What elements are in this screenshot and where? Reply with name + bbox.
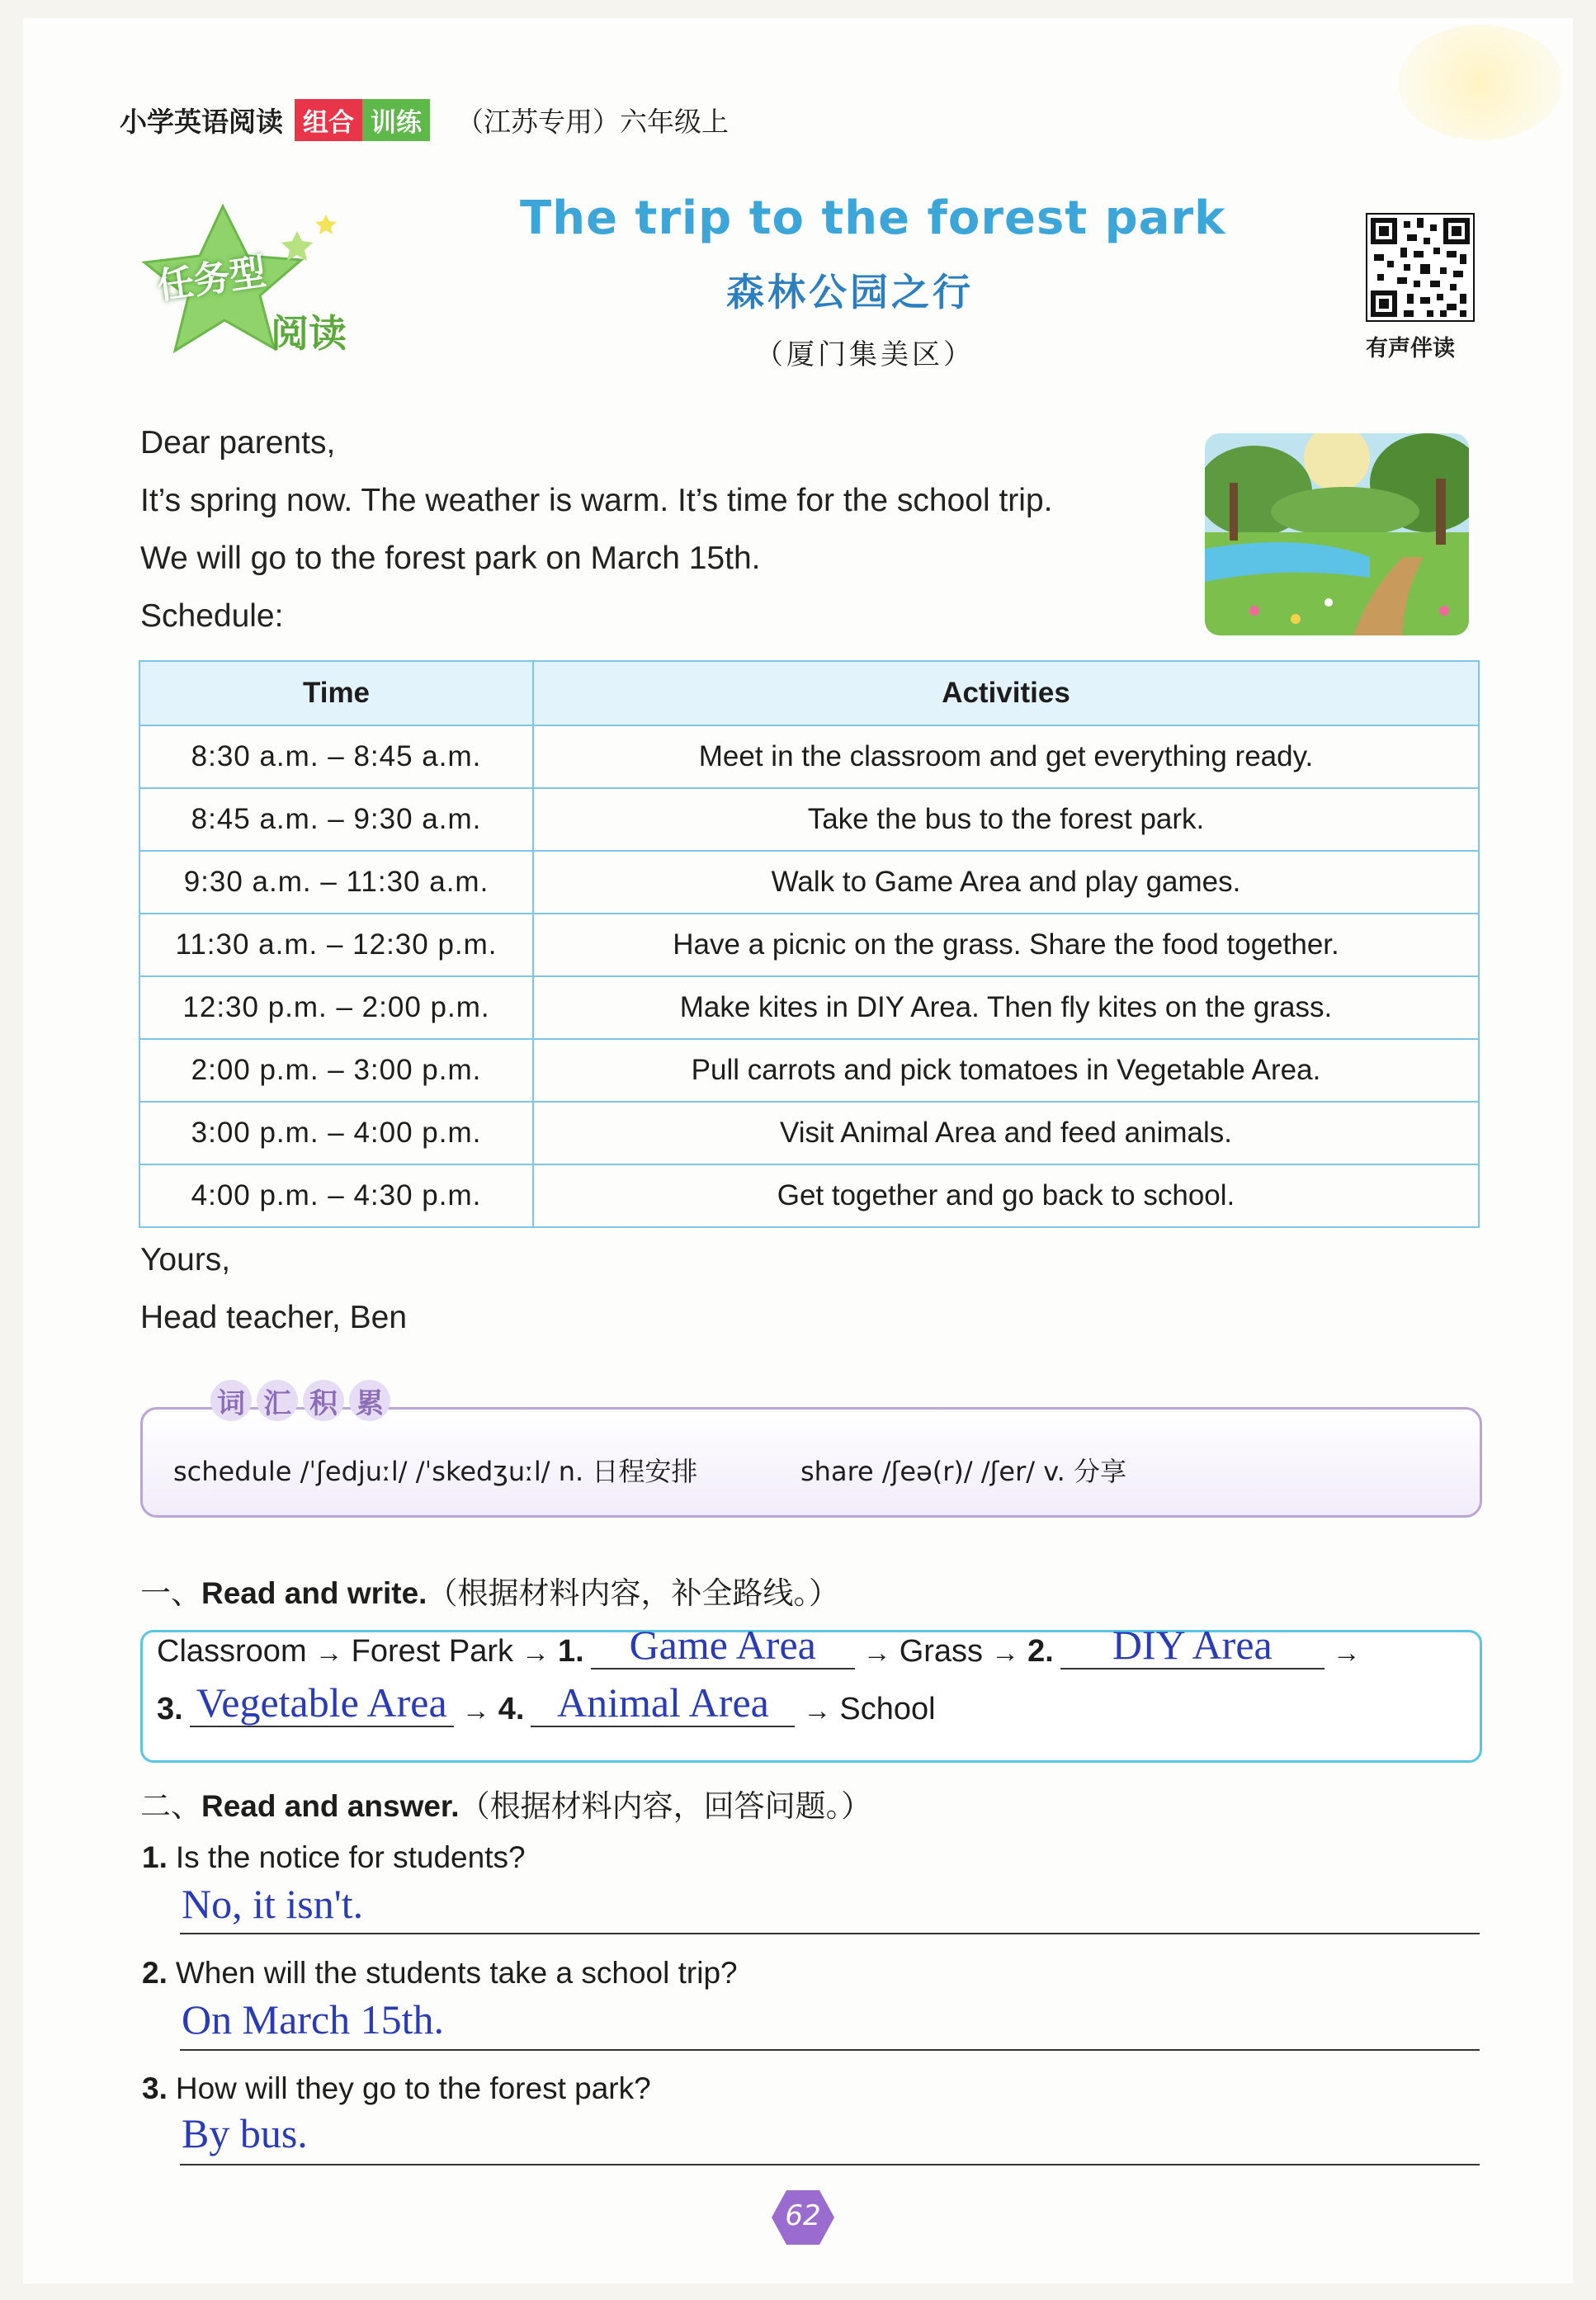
vocab-entry-share: share /ʃeə(r)/ /ʃer/ v. 分享	[800, 1456, 1126, 1487]
table-row	[139, 788, 1479, 851]
arrow-right-icon: →	[991, 1637, 1020, 1669]
question-number: 1.	[142, 1840, 168, 1874]
page-number: 62	[785, 2199, 821, 2232]
part1-title: Read and write.	[201, 1576, 427, 1610]
tag-combination: 组合	[295, 99, 362, 141]
route-forest-park: Forest Park	[351, 1634, 513, 1669]
answer-line	[180, 2049, 1480, 2051]
arrow-right-icon: →	[314, 1637, 343, 1669]
time-cell: 12:30 p.m. – 2:00 p.m.	[139, 976, 533, 1039]
series-title: 小学英语阅读	[120, 106, 283, 138]
table-row	[139, 976, 1479, 1039]
letter-line2: We will go to the forest park on March 15th.	[140, 541, 761, 576]
table-header-row	[139, 661, 1479, 725]
vocab-entry-schedule: schedule /ˈʃedjuːl/ /ˈskedʒuːl/ n. 日程安排	[173, 1456, 698, 1487]
blank1-number: 1.	[558, 1634, 584, 1669]
vocabulary-title	[210, 1380, 390, 1421]
blank2-number: 2.	[1027, 1634, 1054, 1669]
part1-number: 一、	[140, 1576, 201, 1610]
badge-line2: 阅读	[271, 311, 347, 356]
route-line-1	[157, 1622, 1369, 1670]
letter-greeting: Dear parents,	[140, 425, 336, 460]
route-line-2	[157, 1679, 936, 1727]
blank3-number: 3.	[157, 1692, 183, 1726]
title-chinese: 森林公园之行	[726, 270, 974, 314]
activity-cell: Walk to Game Area and play games.	[533, 851, 1479, 914]
activity-cell: Visit Animal Area and feed animals.	[533, 1102, 1479, 1164]
answer-blank-2[interactable]: DIY Area	[1060, 1622, 1324, 1670]
vocab-title-char: 词	[210, 1380, 252, 1421]
forest-park-illustration	[1205, 433, 1469, 635]
table-row	[139, 914, 1479, 976]
activity-cell: Have a picnic on the grass. Share the food together.	[533, 914, 1479, 976]
schedule-table	[139, 660, 1480, 1228]
edition-label: （江苏专用）六年级上	[456, 106, 729, 138]
table-row	[139, 1164, 1479, 1227]
task-reading-badge	[132, 198, 380, 371]
qr-code-icon[interactable]	[1366, 213, 1475, 322]
route-school: School	[839, 1692, 936, 1726]
activity-cell: Take the bus to the forest park.	[533, 788, 1479, 851]
time-cell: 2:00 p.m. – 3:00 p.m.	[139, 1039, 533, 1102]
part2-instruction: （根据材料内容，回答问题。）	[459, 1789, 872, 1823]
vocab-title-char: 积	[303, 1380, 344, 1421]
region-label: （厦门集美区）	[755, 338, 975, 371]
qr-label: 有声伴读	[1366, 336, 1455, 361]
title-english: The trip to the forest park	[520, 191, 1226, 245]
part2-title: Read and answer.	[201, 1789, 460, 1823]
table-row	[139, 725, 1479, 788]
time-cell: 8:45 a.m. – 9:30 a.m.	[139, 788, 533, 851]
schedule-label: Schedule:	[140, 598, 284, 634]
arrow-right-icon: →	[803, 1695, 832, 1726]
answer-2[interactable]: On March 15th.	[182, 1996, 444, 2043]
question-number: 3.	[142, 2071, 168, 2105]
activity-cell: Meet in the classroom and get everything ready.	[533, 725, 1479, 788]
part1-heading	[140, 1568, 839, 1613]
answer-1[interactable]: No, it isn't.	[182, 1881, 364, 1927]
arrow-right-icon: →	[522, 1637, 550, 1669]
question-2	[142, 1956, 738, 1991]
answer-blank-3[interactable]: Vegetable Area	[190, 1679, 454, 1727]
answer-line	[180, 1933, 1480, 1934]
time-cell: 3:00 p.m. – 4:00 p.m.	[139, 1102, 533, 1164]
question-text: How will they go to the forest park?	[175, 2071, 651, 2105]
question-text: When will the students take a school trip?	[175, 1956, 738, 1990]
vocab-title-char: 累	[349, 1380, 390, 1421]
time-cell: 9:30 a.m. – 11:30 a.m.	[139, 851, 533, 914]
arrow-right-icon: →	[862, 1637, 891, 1669]
part2-heading	[140, 1781, 871, 1825]
answer-blank-1[interactable]: Game Area	[591, 1622, 855, 1670]
answer-line	[180, 2164, 1480, 2165]
part2-number: 二、	[140, 1789, 201, 1823]
part1-instruction: （根据材料内容，补全路线。）	[427, 1576, 839, 1610]
book-header	[120, 99, 729, 141]
blank4-number: 4.	[498, 1692, 525, 1726]
activity-cell: Get together and go back to school.	[533, 1164, 1479, 1227]
question-3	[142, 2071, 651, 2106]
decorative-glow	[1398, 25, 1563, 140]
badge-line1: 任务型	[154, 251, 269, 308]
vocab-title-char: 汇	[257, 1380, 298, 1421]
time-cell: 8:30 a.m. – 8:45 a.m.	[139, 725, 533, 788]
answer-3[interactable]: By bus.	[182, 2110, 308, 2156]
route-classroom: Classroom	[157, 1634, 307, 1669]
activity-cell: Make kites in DIY Area. Then fly kites on the grass.	[533, 976, 1479, 1039]
route-grass: Grass	[899, 1634, 984, 1669]
time-cell: 11:30 a.m. – 12:30 p.m.	[139, 914, 533, 976]
table-row	[139, 1102, 1479, 1164]
table-row	[139, 1039, 1479, 1102]
arrow-right-icon: →	[1332, 1637, 1361, 1669]
letter-line1: It’s spring now. The weather is warm. It’s time for the school trip.	[140, 483, 1053, 518]
header-activities: Activities	[533, 661, 1479, 725]
question-1	[142, 1840, 526, 1875]
activity-cell: Pull carrots and pick tomatoes in Vegetable Area.	[533, 1039, 1479, 1102]
tag-training: 训练	[362, 99, 430, 141]
question-text: Is the notice for students?	[175, 1840, 526, 1874]
letter-signature: Head teacher, Ben	[140, 1300, 408, 1335]
question-number: 2.	[142, 1956, 168, 1990]
arrow-right-icon: →	[461, 1695, 490, 1726]
answer-blank-4[interactable]: Animal Area	[531, 1679, 795, 1727]
header-time: Time	[139, 661, 533, 725]
table-row	[139, 851, 1479, 914]
letter-closing: Yours,	[140, 1242, 231, 1278]
time-cell: 4:00 p.m. – 4:30 p.m.	[139, 1164, 533, 1227]
